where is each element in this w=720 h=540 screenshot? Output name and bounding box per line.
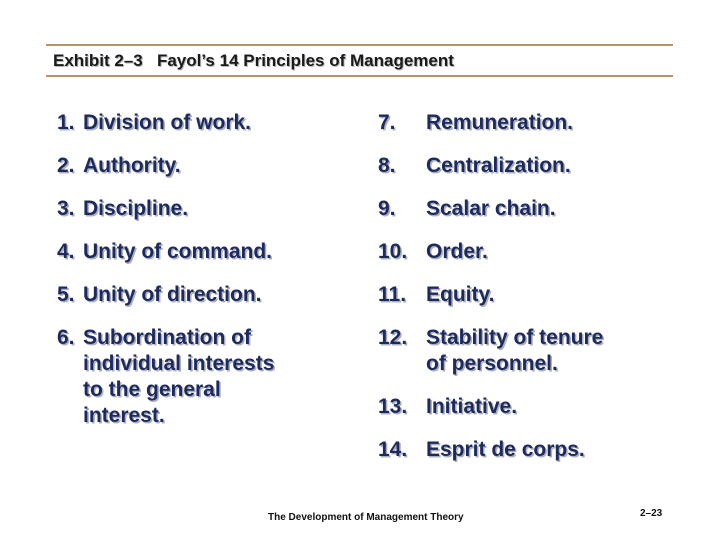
item-text: Division of work. <box>83 111 252 134</box>
footer-text: The Development of Management Theory <box>268 512 464 523</box>
item-text: Discipline. <box>83 197 189 220</box>
item-number: 5. <box>57 283 75 306</box>
item-number: 14. <box>378 438 408 461</box>
list-item <box>378 239 678 265</box>
item-number: 1. <box>57 111 75 134</box>
list-item <box>378 394 678 420</box>
item-number: 4. <box>57 240 75 263</box>
item-text: Esprit de corps. <box>426 438 585 461</box>
list-item <box>378 196 678 222</box>
list-item <box>57 282 347 308</box>
list-item <box>378 437 678 463</box>
header-bottom-rule <box>46 75 673 77</box>
item-text: Scalar chain. <box>426 197 556 220</box>
list-item <box>378 282 678 308</box>
principles-left-column <box>57 110 347 429</box>
list-item <box>57 110 347 136</box>
header-top-rule <box>46 44 673 46</box>
exhibit-heading: Fayol’s 14 Principles of Management <box>156 51 454 70</box>
item-number: 8. <box>378 154 396 177</box>
item-number: 9. <box>378 197 396 220</box>
list-item <box>378 110 678 136</box>
item-text: Authority. <box>83 154 181 177</box>
exhibit-number: Exhibit 2–3 <box>53 51 143 70</box>
item-number: 10. <box>378 240 408 263</box>
list-item <box>378 153 678 179</box>
list-item <box>57 325 347 429</box>
item-text: Remuneration. <box>426 111 574 134</box>
item-number: 13. <box>378 395 408 418</box>
item-text: Centralization. <box>426 154 571 177</box>
item-text: Unity of command. <box>83 240 273 263</box>
item-number: 3. <box>57 197 75 220</box>
list-item <box>378 325 678 377</box>
item-number: 12. <box>378 326 408 349</box>
item-number: 7. <box>378 111 396 134</box>
page-number: 2–23 <box>640 508 663 519</box>
item-number: 11. <box>378 283 407 306</box>
item-number: 6. <box>57 326 75 349</box>
list-item <box>57 239 347 265</box>
item-text: Order. <box>426 240 488 263</box>
list-item <box>57 196 347 222</box>
item-text: Initiative. <box>426 395 518 418</box>
list-item <box>57 153 347 179</box>
principles-right-column <box>378 110 678 463</box>
item-number: 2. <box>57 154 75 177</box>
item-text: Equity. <box>426 283 495 306</box>
item-text: Unity of direction. <box>83 283 262 306</box>
item-text: Stability of tenure of personnel. <box>426 326 604 375</box>
exhibit-title <box>53 51 454 71</box>
item-text: Subordination of individual interests to the general interest. <box>83 326 275 427</box>
